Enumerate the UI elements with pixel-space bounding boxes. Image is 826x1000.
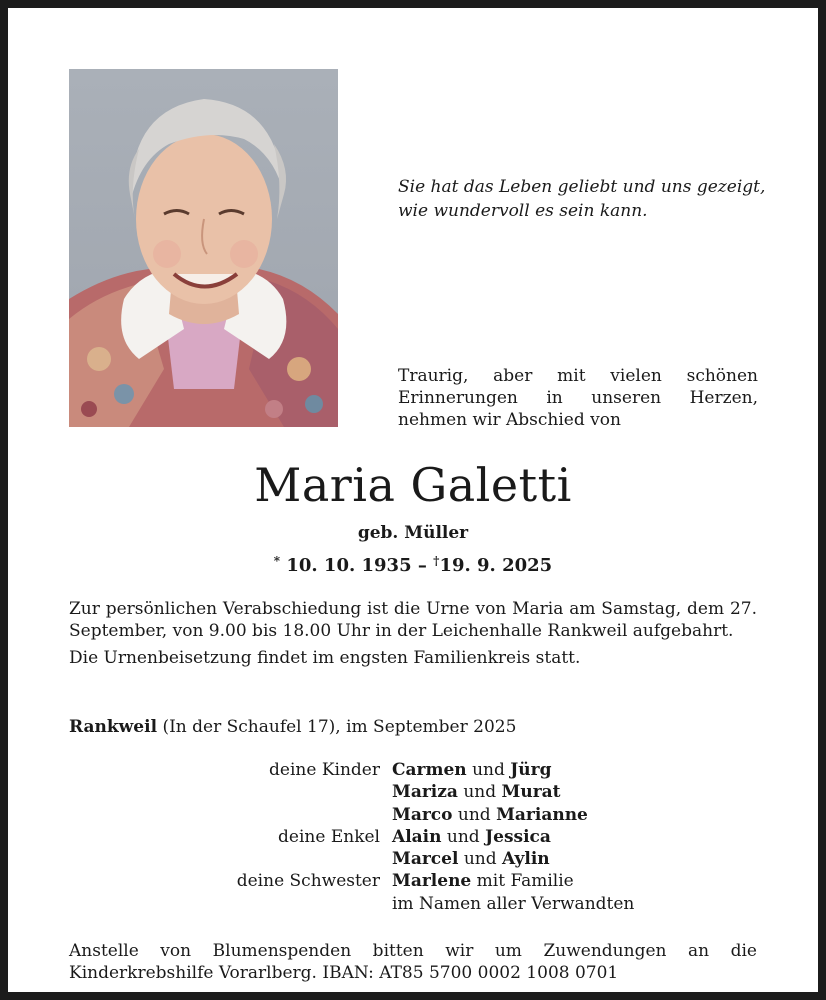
family-row (120, 781, 760, 803)
family-name: Alain (392, 826, 442, 847)
maiden-name: geb. Müller (357, 523, 469, 543)
intro-text: Traurig, aber mit vielen schönen Erinnerungen in unseren Herzen, nehmen wir Abschied von (398, 366, 758, 430)
conjunction: und (463, 849, 497, 870)
family-suffix: mit Familie (476, 871, 574, 892)
relation-label (120, 781, 392, 803)
family-row (120, 759, 760, 781)
deceased-name: Maria Galetti (254, 458, 572, 512)
family-row (120, 870, 760, 892)
relation-label (120, 893, 392, 915)
portrait-illustration (69, 69, 338, 427)
conjunction: und (472, 760, 505, 780)
birth-date: 10. 10. 1935 (286, 555, 412, 576)
family-names (392, 759, 760, 781)
family-name: Murat (501, 782, 561, 803)
donation-note: Anstelle von Blumenspenden bitten wir um Zuwendungen an die Kinderkrebshilfe Vorarlberg. IBAN: AT85 5700 0002 1008 0701 (69, 941, 757, 983)
relation-label: deine Schwester (236, 871, 380, 892)
quote-line-2: wie wundervoll es sein kann. (398, 201, 648, 221)
family-names (392, 848, 760, 870)
quote-line-1: Sie hat das Leben geliebt und uns gezeigt, (398, 177, 766, 197)
family-name: Mariza (392, 782, 458, 803)
death-symbol: † (433, 554, 440, 568)
family-row (120, 804, 760, 826)
place-town: Rankweil (69, 717, 158, 737)
family-name: Carmen (392, 760, 467, 780)
relation-label: deine Enkel (278, 826, 380, 847)
relation-label (120, 804, 392, 826)
burial-paragraph: Die Urnenbeisetzung findet im engsten Familienkreis statt. (69, 648, 581, 668)
family-name: Marco (392, 804, 453, 825)
memorial-quote (398, 175, 778, 223)
conjunction: und (457, 804, 491, 825)
announcement-body (69, 598, 757, 669)
conjunction: und (446, 826, 480, 847)
family-name: Marcel (392, 849, 459, 870)
closing-line: im Namen aller Verwandten (392, 893, 635, 914)
conjunction: und (463, 782, 497, 803)
family-name: Marlene (392, 871, 472, 892)
family-row (120, 848, 760, 870)
family-name: Jessica (485, 826, 551, 847)
family-list (120, 759, 760, 915)
family-names (392, 870, 760, 892)
family-row (120, 826, 760, 848)
date-separator: – (417, 555, 427, 576)
family-name: Jürg (510, 760, 552, 780)
death-date: 19. 9. 2025 (439, 555, 553, 576)
family-row (120, 893, 760, 915)
birth-symbol: * (273, 554, 281, 568)
family-name: Aylin (502, 849, 550, 870)
place-address: (In der Schaufel 17), im September 2025 (162, 717, 517, 737)
relation-label: deine Kinder (269, 760, 380, 780)
family-names (392, 826, 760, 848)
life-dates (0, 548, 826, 579)
viewing-paragraph: Zur persönlichen Verabschiedung ist die Urne von Maria am Samstag, dem 27. September, von 9.00 bis 18.00 Uhr in der Leichenhalle Rankweil aufgebahrt. (69, 599, 757, 641)
family-name: Marianne (496, 804, 588, 825)
family-names (392, 781, 760, 803)
family-names (392, 804, 760, 826)
portrait-photo (69, 69, 338, 427)
place-date-line (69, 716, 769, 738)
relation-label (120, 848, 392, 870)
